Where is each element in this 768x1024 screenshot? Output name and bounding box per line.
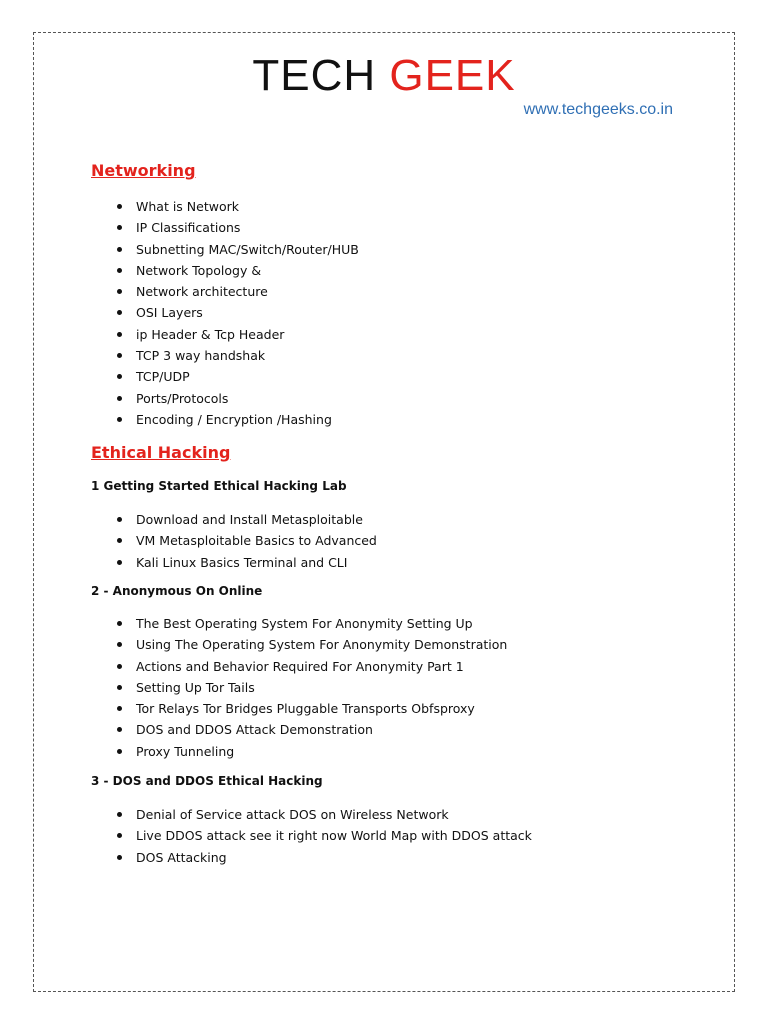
list-item: Using The Operating System For Anonymity Demonstration [117, 634, 507, 655]
subsection-list-2 [117, 613, 507, 762]
list-item: VM Metasploitable Basics to Advanced [117, 530, 377, 551]
networking-list [117, 196, 359, 430]
list-item: The Best Operating System For Anonymity Setting Up [117, 613, 507, 634]
ethical-hacking-heading: Ethical Hacking [91, 443, 231, 462]
subsection-list-1 [117, 509, 377, 573]
logo-geek-text: GEEK [389, 51, 516, 100]
subsection-title-2: 2 - Anonymous On Online [91, 584, 263, 598]
list-item: Setting Up Tor Tails [117, 677, 507, 698]
list-item: Network Topology & [117, 260, 359, 281]
list-item: Denial of Service attack DOS on Wireless Network [117, 804, 532, 825]
list-item: OSI Layers [117, 302, 359, 323]
list-item: Network architecture [117, 281, 359, 302]
list-item: TCP 3 way handshak [117, 345, 359, 366]
list-item: DOS and DDOS Attack Demonstration [117, 719, 507, 740]
list-item: IP Classifications [117, 217, 359, 238]
list-item: Kali Linux Basics Terminal and CLI [117, 552, 377, 573]
list-item: Live DDOS attack see it right now World Map with DDOS attack [117, 825, 532, 846]
tech-geek-logo [0, 52, 768, 100]
list-item: DOS Attacking [117, 847, 532, 868]
subsection-title-1: 1 Getting Started Ethical Hacking Lab [91, 479, 347, 493]
list-item: Ports/Protocols [117, 388, 359, 409]
logo-tech-text: TECH [252, 51, 377, 100]
list-item: Subnetting MAC/Switch/Router/HUB [117, 239, 359, 260]
list-item: Actions and Behavior Required For Anonymity Part 1 [117, 656, 507, 677]
list-item: TCP/UDP [117, 366, 359, 387]
website-url[interactable]: www.techgeeks.co.in [523, 101, 673, 118]
list-item: Encoding / Encryption /Hashing [117, 409, 359, 430]
list-item: ip Header & Tcp Header [117, 324, 359, 345]
list-item: Download and Install Metasploitable [117, 509, 377, 530]
list-item: Tor Relays Tor Bridges Pluggable Transports Obfsproxy [117, 698, 507, 719]
list-item: What is Network [117, 196, 359, 217]
subsection-title-3: 3 - DOS and DDOS Ethical Hacking [91, 774, 323, 788]
subsection-list-3 [117, 804, 532, 868]
networking-heading: Networking [91, 161, 196, 180]
list-item: Proxy Tunneling [117, 741, 507, 762]
